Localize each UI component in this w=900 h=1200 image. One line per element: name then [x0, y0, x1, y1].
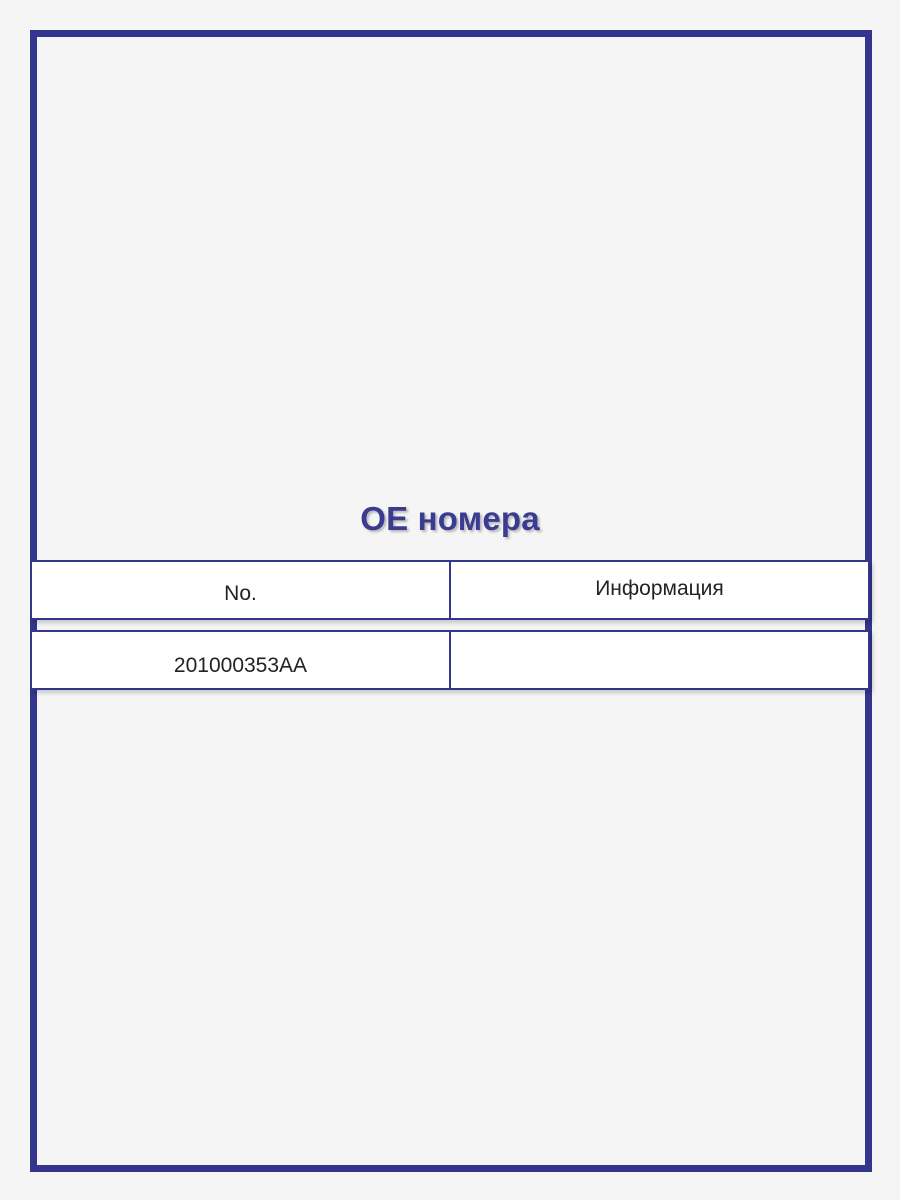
table-header-row	[30, 560, 870, 620]
cell-oe-number: 201000353AA	[32, 632, 451, 688]
page-title: OE номера	[360, 500, 540, 537]
cell-info	[451, 632, 868, 688]
header-cell-info: Информация	[595, 577, 724, 600]
oe-numbers-table	[30, 560, 872, 690]
header-cell-number: No.	[32, 562, 451, 618]
table-row	[30, 630, 870, 690]
